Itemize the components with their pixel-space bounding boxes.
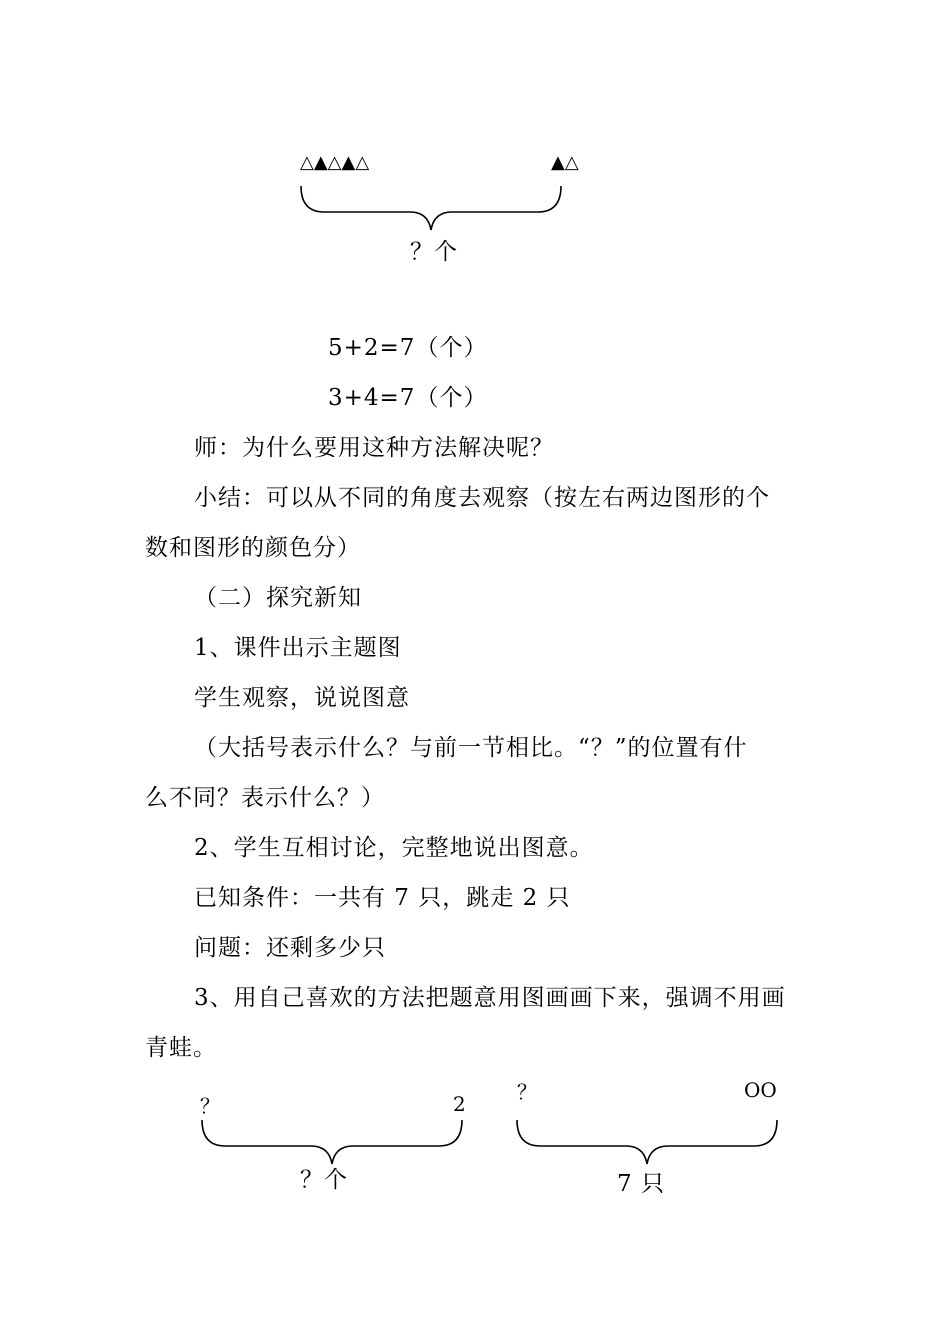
summary-line-2: 数和图形的颜色分） [145,535,361,561]
known-conditions: 已知条件：一共有 7 只，跳走 2 只 [194,885,571,911]
equation-2: 3+4=7（个） [328,385,488,411]
step-3-line-2: 青蛙。 [145,1035,217,1061]
section-heading: （二）探究新知 [194,585,362,611]
brace-question-line-1: （大括号表示什么？与前一节相比。“？”的位置有什 [194,735,748,761]
student-observe: 学生观察，说说图意 [194,685,410,711]
problem-question: 问题：还剩多少只 [194,935,386,961]
summary-line-1: 小结：可以从不同的角度去观察（按左右两边图形的个 [194,485,770,511]
curly-brace-2 [201,1118,463,1168]
curly-brace-1 [300,184,562,234]
teacher-question: 师：为什么要用这种方法解决呢？ [194,435,554,461]
brace-2-label: ？个 [300,1167,348,1193]
left-triangle-group: △▲△▲△ [300,152,370,173]
brace-1-label: ？个 [410,239,458,265]
step-2: 2、学生互相讨论，完整地说出图意。 [194,835,594,861]
step-1: 1、课件出示主题图 [194,635,402,661]
figure-3-right-label: OO [744,1078,777,1102]
right-triangle-group: ▲△ [551,152,579,173]
brace-question-line-2: 么不同？表示什么？） [145,785,385,811]
figure-2-right-label: 2 [453,1092,466,1116]
step-3-line-1: 3、用自己喜欢的方法把题意用图画画下来，强调不用画 [194,985,786,1011]
figure-3-left-label: ？ [517,1080,537,1104]
curly-brace-3 [516,1118,778,1168]
equation-1: 5+2=7（个） [328,335,488,361]
figure-2-left-label: ？ [200,1094,220,1118]
brace-3-label: 7 只 [617,1171,665,1197]
